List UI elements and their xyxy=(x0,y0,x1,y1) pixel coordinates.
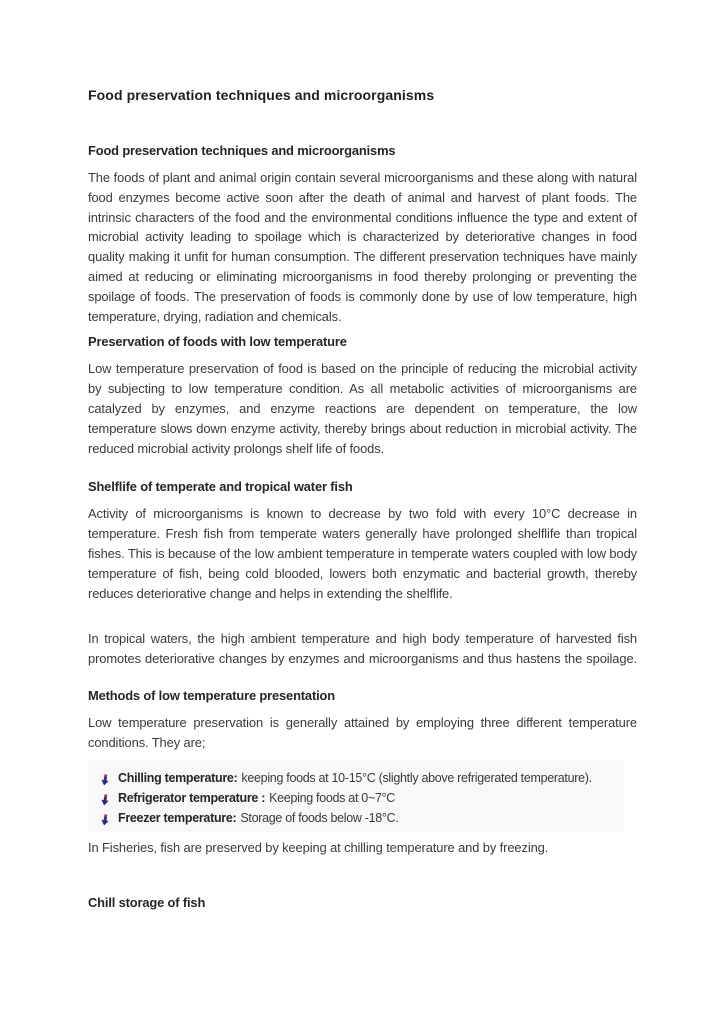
list-item-text xyxy=(118,788,395,808)
list-item-text xyxy=(118,808,399,828)
temperature-conditions-list xyxy=(88,760,624,832)
down-arrow-bullet-icon xyxy=(100,792,110,804)
section-heading-intro: Food preservation techniques and microorganisms xyxy=(88,143,396,158)
list-item-value: Keeping foods at 0~7°C xyxy=(269,790,396,805)
list-item-label: Chilling temperature: xyxy=(118,770,238,785)
document-title: Food preservation techniques and microorganisms xyxy=(88,87,435,103)
list-item-value: keeping foods at 10-15°C (slightly above refrigerated temperature). xyxy=(241,770,592,785)
list-item xyxy=(100,808,624,828)
down-arrow-bullet-icon xyxy=(100,772,110,784)
tropical-waters-paragraph: In tropical waters, the high ambient temperature and high body temperature of harvested fish promotes deteriorative changes by enzymes and microorganisms and thus hastens the spoilage. xyxy=(88,631,637,667)
section-heading-shelflife: Shelflife of temperate and tropical water fish xyxy=(88,479,353,495)
down-arrow-bullet-icon xyxy=(100,812,110,824)
list-item xyxy=(100,788,624,808)
list-item xyxy=(100,768,624,788)
list-item-label: Refrigerator temperature : xyxy=(118,790,266,805)
intro-paragraph: The foods of plant and animal origin contain several microorganisms and these along with natural food enzymes become active soon after the death of animal and harvest of plant foods. The intrinsic characters of the food and the environmental conditions influence the type and extent of microbial activity leading to spoilage which is characterized by deteriorative changes in food quality making it unfit for human consumption. The different preservation techniques have mainly aimed at reducing or eliminating microorganisms in food thereby prolonging or preventing the spoilage of foods. The preservation of foods is commonly done by use of low temperature, high temperature, drying, radiation and chemicals. xyxy=(88,170,637,324)
shelflife-paragraph: Activity of microorganisms is known to decrease by two fold with every 10°C decrease in temperature. Fresh fish from temperate waters generally have prolonged shelflife than tropical fishes. This is because of the low ambient temperature in temperate waters coupled with low body temperature of fish, being cold blooded, lowers both enzymatic and bacterial growth, thereby reduces deteriorative change and helps in extending the shelflife. xyxy=(88,506,637,601)
fisheries-paragraph: In Fisheries, fish are preserved by keeping at chilling temperature and by freezing. xyxy=(88,839,549,855)
section-heading-methods: Methods of low temperature presentation xyxy=(88,687,335,703)
section-heading-low-temperature: Preservation of foods with low temperature xyxy=(88,334,347,350)
list-item-value: Storage of foods below -18°C. xyxy=(240,810,399,825)
section-heading-chill-storage: Chill storage of fish xyxy=(88,895,206,911)
list-item-label: Freezer temperature: xyxy=(118,810,237,825)
methods-paragraph: Low temperature preservation is generally attained by employing three different temperature conditions. They are; xyxy=(88,714,637,750)
low-temperature-paragraph: Low temperature preservation of food is based on the principle of reducing the microbial activity by subjecting to low temperature condition. As all metabolic activities of microorganisms are catalyzed by enzymes, and enzyme reactions are dependent on temperature, the low temperature slows down enzyme activity, thereby brings about reduction in microbial activity. The reduced microbial activity prolongs shelf life of foods. xyxy=(88,361,637,456)
list-item-text xyxy=(118,768,592,788)
